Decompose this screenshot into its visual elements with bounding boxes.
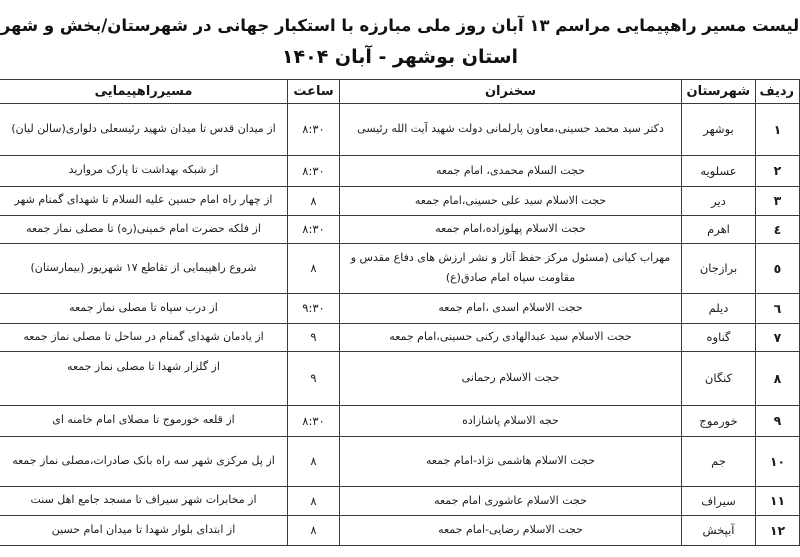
cell-county: بوشهر — [682, 103, 756, 155]
title-line-2: استان بوشهر - آبان ۱۴۰۴ — [281, 45, 519, 68]
cell-speaker: حجت الاسلام سید علی حسینی،امام جمعه — [340, 186, 682, 215]
header-speaker: سخنران — [340, 79, 682, 103]
cell-row-number: ۱۱ — [756, 486, 800, 515]
cell-time: ۸ — [288, 186, 340, 215]
table-row — [0, 486, 800, 515]
table-row — [0, 405, 800, 436]
cell-speaker: مهراب کیانی (مسئول مرکز حفظ آثار و نشر ارزش های دفاع مقدس و مقاومت سپاه امام صادق(ع) — [340, 243, 682, 293]
table-row — [0, 155, 800, 186]
cell-county: جم — [682, 436, 756, 486]
cell-time: ۸ — [288, 486, 340, 515]
cell-row-number: ۱۰ — [756, 436, 800, 486]
cell-county: برازجان — [682, 243, 756, 293]
cell-county: دیر — [682, 186, 756, 215]
table-row — [0, 186, 800, 215]
header-county: شهرستان — [682, 79, 756, 103]
cell-row-number: ۷ — [756, 323, 800, 351]
table-row — [0, 436, 800, 486]
table-header — [0, 79, 800, 103]
cell-speaker: حجت الاسلام عاشوری امام جمعه — [340, 486, 682, 515]
table-body — [0, 103, 800, 545]
cell-speaker: حجت الاسلام رحمانی — [340, 351, 682, 405]
cell-speaker: حجت الاسلام اسدی ،امام جمعه — [340, 293, 682, 323]
cell-speaker: حجت السلام محمدی، امام جمعه — [340, 155, 682, 186]
cell-route: شروع راهپیمایی از تقاطع ۱۷ شهریور (بیمارستان) — [0, 243, 288, 293]
cell-row-number: ٥ — [756, 243, 800, 293]
cell-time: ۹ — [288, 323, 340, 351]
cell-time: ۸:۳۰ — [288, 155, 340, 186]
table-row — [0, 103, 800, 155]
header-time: ساعت — [288, 79, 340, 103]
cell-row-number: ۸ — [756, 351, 800, 405]
table-row — [0, 243, 800, 293]
cell-route: از گلزار شهدا تا مصلی نماز جمعه — [0, 351, 288, 405]
cell-time: ۹ — [288, 351, 340, 405]
header-row-number: ردیف — [756, 79, 800, 103]
table-row — [0, 323, 800, 351]
cell-time: ۸ — [288, 515, 340, 545]
table-row — [0, 215, 800, 243]
cell-route: از مخابرات شهر سیراف تا مسجد جامع اهل سنت — [0, 486, 288, 515]
cell-time: ۸ — [288, 436, 340, 486]
cell-county: کنگان — [682, 351, 756, 405]
cell-time: ۸:۳۰ — [288, 103, 340, 155]
document-title — [0, 0, 800, 68]
cell-route: از پل مرکزی شهر سه راه بانک صادرات،مصلی نماز جمعه — [0, 436, 288, 486]
table-row — [0, 515, 800, 545]
header-route: مسیرراهپیمایی — [0, 79, 288, 103]
cell-row-number: ٤ — [756, 215, 800, 243]
cell-route: از چهار راه امام حسین علیه السلام تا شهدای گمنام شهر — [0, 186, 288, 215]
cell-row-number: ۲ — [756, 155, 800, 186]
cell-time: ۸ — [288, 243, 340, 293]
cell-county: گناوه — [682, 323, 756, 351]
cell-county: اهرم — [682, 215, 756, 243]
title-line-1: لیست مسیر راهپیمایی مراسم ۱۳ آبان روز ملی مبارزه با استکبار جهانی در شهرستان/بخش و شهر — [0, 16, 800, 35]
cell-row-number: ۳ — [756, 186, 800, 215]
cell-time: ۸:۳۰ — [288, 215, 340, 243]
table-row — [0, 351, 800, 405]
cell-speaker: حجت الاسلام سید عبدالهادی رکنی حسینی،امام جمعه — [340, 323, 682, 351]
cell-row-number: ۱ — [756, 103, 800, 155]
cell-county: عسلویه — [682, 155, 756, 186]
cell-row-number: ۱۲ — [756, 515, 800, 545]
table-row — [0, 293, 800, 323]
cell-speaker: حجت الاسلام پهلوزاده،امام جمعه — [340, 215, 682, 243]
cell-speaker: حجه الاسلام پاشازاده — [340, 405, 682, 436]
cell-row-number: ٦ — [756, 293, 800, 323]
cell-county: سیراف — [682, 486, 756, 515]
cell-route: از یادمان شهدای گمنام در ساحل تا مصلی نماز جمعه — [0, 323, 288, 351]
march-routes-table — [0, 79, 800, 546]
header-row — [0, 79, 800, 103]
cell-county: دیلم — [682, 293, 756, 323]
cell-route: از فلکه حضرت امام خمینی(ره) تا مصلی نماز جمعه — [0, 215, 288, 243]
cell-time: ۹:۳۰ — [288, 293, 340, 323]
cell-route: از درب سپاه تا مصلی نماز جمعه — [0, 293, 288, 323]
cell-row-number: ۹ — [756, 405, 800, 436]
cell-route: از قلعه خورموج تا مصلای امام خامنه ای — [0, 405, 288, 436]
cell-time: ۸:۳۰ — [288, 405, 340, 436]
cell-county: خورموج — [682, 405, 756, 436]
cell-speaker: حجت الاسلام رضایی-امام جمعه — [340, 515, 682, 545]
cell-speaker: حجت الاسلام هاشمی نژاد-امام جمعه — [340, 436, 682, 486]
cell-route: از شبکه بهداشت تا پارک مروارید — [0, 155, 288, 186]
cell-county: آبپخش — [682, 515, 756, 545]
cell-speaker: دکتر سید محمد حسینی،معاون پارلمانی دولت شهید آیت الله رئیسی — [340, 103, 682, 155]
cell-route: از میدان قدس تا میدان شهید رئیسعلی دلواری(سالن لیان) — [0, 103, 288, 155]
cell-route: از ابتدای بلوار شهدا تا میدان امام حسین — [0, 515, 288, 545]
